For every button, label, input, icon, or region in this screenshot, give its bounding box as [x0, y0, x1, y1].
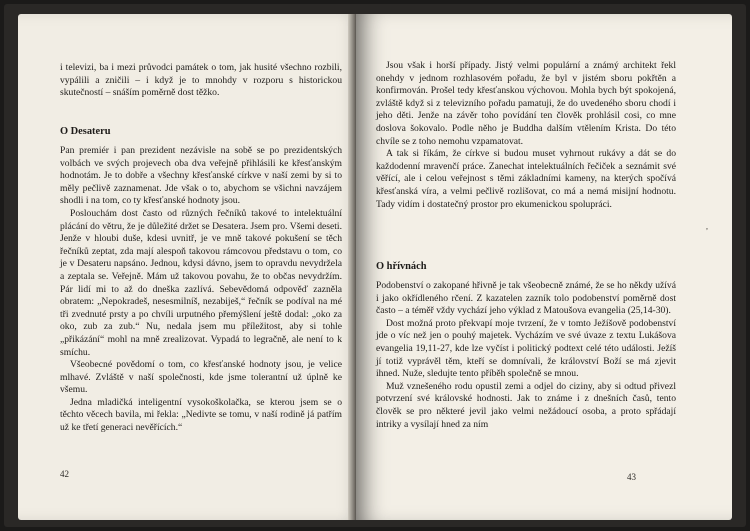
paragraph: Poslouchám dost často od různých řečníků takové to intelektuální plácání do větru, že je důležité držet se Desatera. Jsem pro. Všemi deseti. Jenže v hloubi duše, kdesi uvnitř, je ve mně takové pokušení se těch řečníků zeptat, zda mají alespoň takovou rámcovou představu o tom, co je v Desateru napsáno. Jednou, kdysi dávno, jsem to opravdu nevydržela a zeptala se. Veřejně. Mám už takovou povahu, že to občas nevydržím. Pár lidí mi to až do dneška zazlívá. Sebevědomá odpověď zazněla obratem: „Nepokradeš, nesesmilníš, nezabiješ,“ řečník se podíval na mé tři zvednuté prsty a po chvíli urputného přemýšlení ještě dodal: „oko za oko, zub za zub.“ Nu, nedala jsem mu příležitost, aby si tohle „přikázání“ mohl na mně zrealizovat. Vypadá to legračně, ale není to k smíchu. [60, 207, 342, 358]
paragraph: Muž vznešeného rodu opustil zemi a odjel do ciziny, aby si odtud přivezl potvrzení své královské hodnosti. Jak to známe i z dnešních časů, tento člověk se pro některé jevil jako velmi nežádoucí osoba, a proto spřádají intriky a vysílají hned za ním [376, 380, 676, 430]
left-body [60, 145, 342, 435]
right-top-paragraphs [376, 60, 676, 211]
paragraph: A tak si říkám, že církve si budou muset vyhrnout rukávy a dát se do každodenní mravenčí práce. Zanechat intelektuálních řečiček a seznámit své věřící, ale i celou veřejnost s těmi základními kameny, na kterých spočívá křesťanská víra, a velmi pečlivě rozlišovat, co má a nemá misijní hodnotu. Tady vidím i dostatečný prostor pro ekumenickou spolupráci. [376, 148, 676, 210]
left-section [60, 126, 342, 138]
page-number-left: 42 [60, 469, 69, 479]
page-number-right: 43 [627, 472, 636, 482]
left-top-paragraph: i televizi, ba i mezi průvodci památek o tom, jak husité všechno rozbili, vypálili a zničili – i když je to mnohdy v rozporu s historickou skutečností – snáším poměrně dost těžko. [60, 62, 342, 99]
section-heading-o-desateru: O Desateru [60, 126, 111, 137]
paragraph: Dost možná proto překvapí moje tvrzení, že v tomto Ježíšově podobenství jde o víc než jen o pouhý majetek. Vycházím ve své úvaze z textu Lukášova evangelia 19,11-27, kde lze vyčíst i politický podtext celé této události. Ježíš jí totiž vyprávěl těm, kteří se domnívali, že království Boží se má zjevit ihned. Nuže, sledujte tento příběh společně se mnou. [376, 317, 676, 380]
paragraph: Jedna mladičká inteligentní vysokoškolačka, se kterou jsem se o těchto věcech bavila, mi řekla: „Nedivte se tomu, v naší rodině já patřím už ke třetí generaci nevěřících.“ [60, 396, 342, 434]
book-spread [4, 4, 746, 527]
margin-mark: , [706, 222, 708, 231]
paragraph: Podobenství o zakopané hřivně je tak všeobecně známé, že se ho někdy užívá i jako okřídleného rčení. Z kazatelen zazník tolo podobenství poměrně dost často – a téměř vždy vychází jeho výklad z Matoušova evangelia (25,14-30). [376, 280, 676, 317]
paragraph: Všeobecné povědomí o tom, co křesťanské hodnoty jsou, je velice mlhavé. Zvláště v naší společnosti, kde jsme tolerantní už úplně ke všemu. [60, 359, 342, 396]
section-heading-o-hrivnach: O hřívnách [376, 261, 427, 272]
paragraph: Jsou však i horší případy. Jistý velmi populární a známý architekt řekl onehdy v jednom rozhlasovém pořadu, že byl v jistém sboru pokřtěn a konfirmován. Prošel tedy křesťanskou výchovou. Mohla bych být spokojená, zvláště když si z televizního pořadu pamatuji, že do uvedeného sboru chodí i jeho děti. Jenže na závěr toho povídání ten člověk prohlásil cosi, co mne doslova šokovalo. Podle něho je Buddha dalším vtělením Krista. Do této chvíle se z toho nemohu vzpamatovat. [376, 60, 676, 147]
left-page [18, 14, 366, 520]
paragraph: Pan premiér i pan prezident nezávisle na sobě se po prezidentských volbách ve svých projevech oba dva veřejně přihlásili ke křesťanským hodnotám. Je to dobře a všechny křesťanské církve v naší zemi by si to měly pečlivě zaznamenat. Jde však o to, abychom se všichni navzájem shodli i na tom, co ty křesťanské hodnoty jsou. [60, 145, 342, 207]
right-section [376, 261, 676, 273]
right-page [356, 14, 732, 520]
right-body [376, 280, 676, 431]
